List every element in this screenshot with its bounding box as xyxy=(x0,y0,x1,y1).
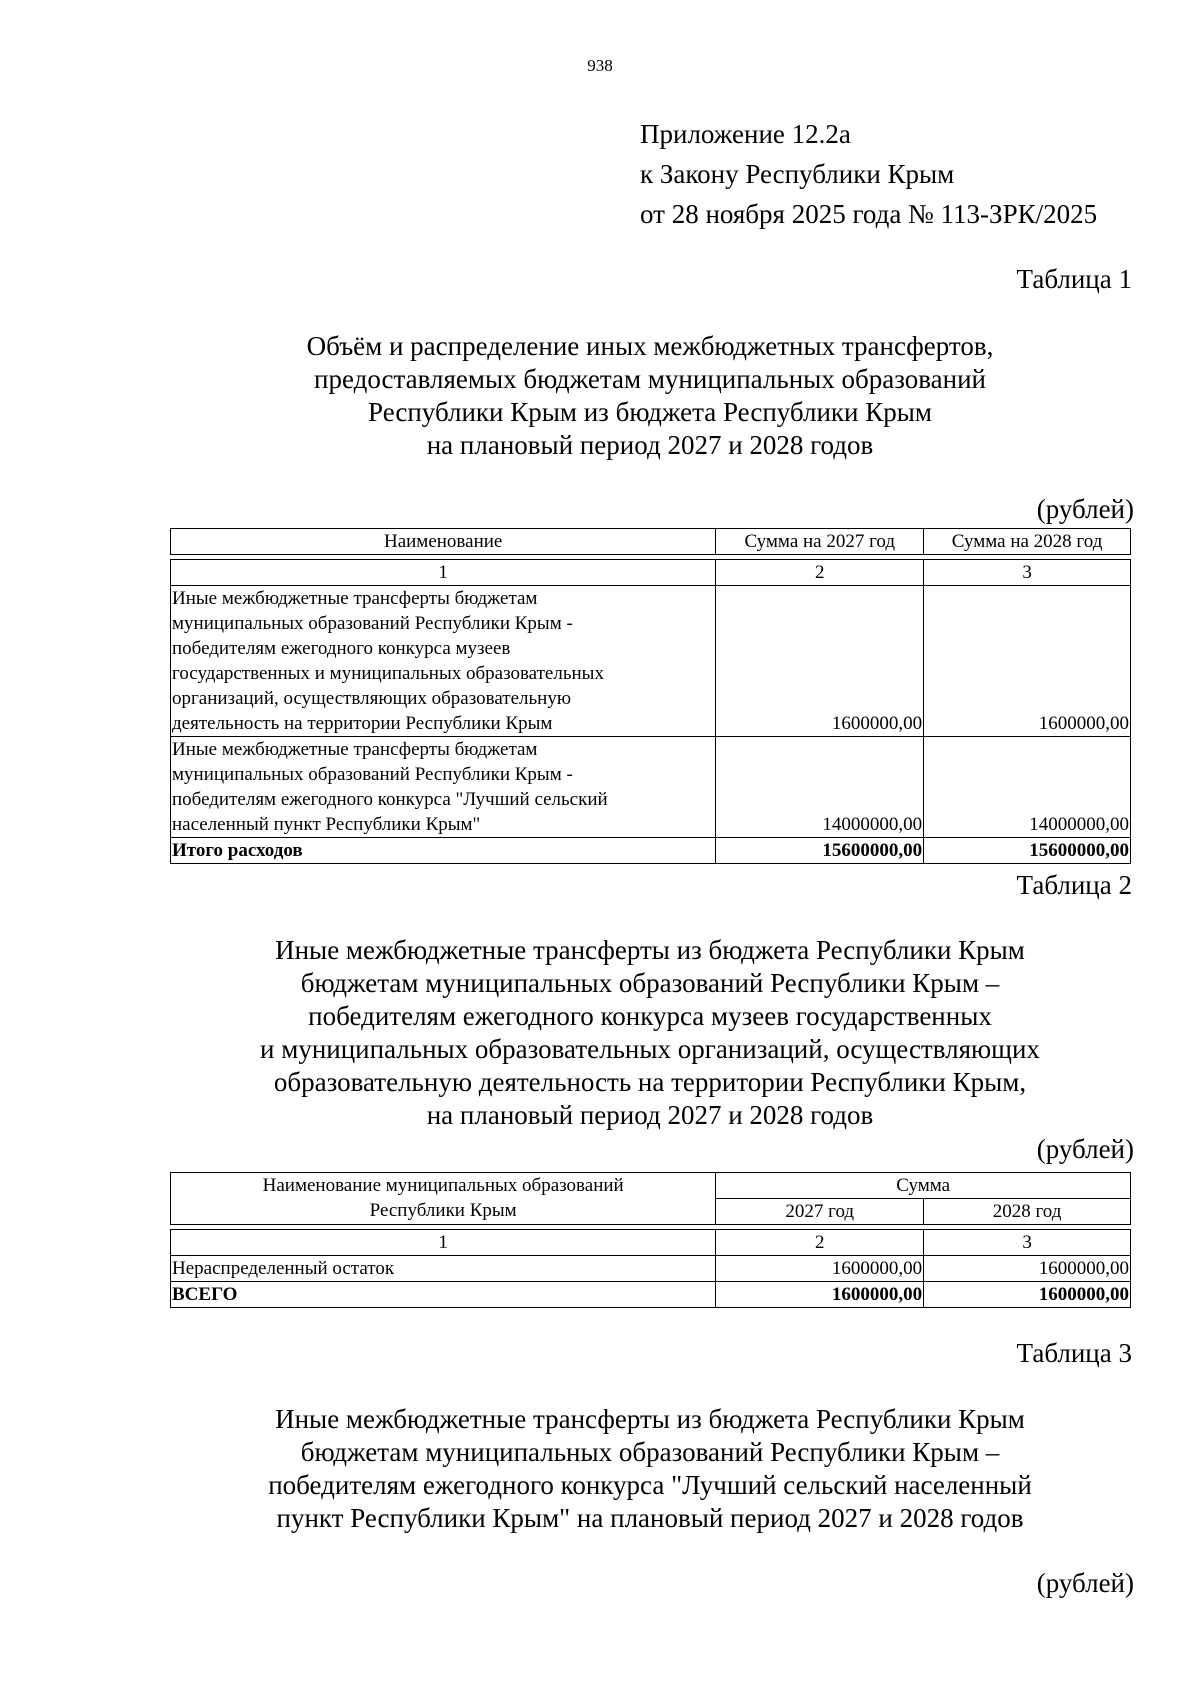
table3-title-line: пункт Республики Крым" на плановый период 2027 и 2028 годов xyxy=(276,1503,1024,1533)
row-name-line: Иные межбюджетные трансферты бюджетам xyxy=(172,739,538,760)
table1-header-name: Наименование xyxy=(171,529,716,555)
table2-title-line: и муниципальных образовательных организаций, осуществляющих xyxy=(260,1034,1040,1064)
table1-caption: Таблица 1 xyxy=(1016,264,1132,294)
table2-caption: Таблица 2 xyxy=(1016,870,1132,900)
table1-row2-2027: 14000000,00 xyxy=(716,737,924,838)
table1-col-number: 1 xyxy=(171,560,716,586)
row-name-line: Иные межбюджетные трансферты бюджетам xyxy=(172,588,538,609)
table1-title-line: Республики Крым из бюджета Республики Крым xyxy=(368,397,932,427)
table2-col-number: 3 xyxy=(924,1230,1131,1256)
table2-row1-2028: 1600000,00 xyxy=(924,1256,1131,1282)
table2-title-line: Иные межбюджетные трансферты из бюджета Республики Крым xyxy=(275,935,1025,965)
table2-row1-name: Нераспределенный остаток xyxy=(171,1256,716,1282)
table1-row1-2027: 1600000,00 xyxy=(716,586,924,737)
row-name-line: муниципальных образований Республики Крым - xyxy=(172,613,573,634)
table2-col-number: 2 xyxy=(716,1230,924,1256)
table-row xyxy=(171,737,1131,838)
table1-row2-2028: 14000000,00 xyxy=(924,737,1131,838)
row-name-line: деятельность на территории Республики Крым xyxy=(172,713,553,734)
table2-total-label: ВСЕГО xyxy=(171,1282,716,1308)
table1-header-row xyxy=(171,529,1131,555)
table-row xyxy=(171,1256,1131,1282)
row-name-line: муниципальных образований Республики Крым - xyxy=(172,764,573,785)
table1-row1-name xyxy=(171,586,716,737)
table2-title-line: на плановый период 2027 и 2028 годов xyxy=(426,1100,874,1130)
table2-title-line: бюджетам муниципальных образований Республики Крым – xyxy=(300,968,1000,998)
table2-header-row xyxy=(171,1173,1131,1199)
table1-row1-2028: 1600000,00 xyxy=(924,586,1131,737)
table2-header-name xyxy=(171,1173,716,1225)
row-name-line: победителям ежегодного конкурса музеев xyxy=(172,638,511,659)
appendix-line-3: от 28 ноября 2025 года № 113-ЗРК/2025 xyxy=(640,199,1098,229)
page-number: 938 xyxy=(587,56,613,75)
table1-title xyxy=(150,330,1150,462)
table2-units: (рублей) xyxy=(1036,1134,1134,1164)
table2-total-row xyxy=(171,1282,1131,1308)
header-name-line: Наименование муниципальных образований xyxy=(262,1175,624,1196)
table1-header-2027: Сумма на 2027 год xyxy=(716,529,924,555)
table2-header-sum: Сумма xyxy=(716,1173,1131,1199)
table2-total-2028: 1600000,00 xyxy=(924,1282,1131,1308)
table1 xyxy=(170,528,1131,864)
table1-col-number: 2 xyxy=(716,560,924,586)
table2 xyxy=(170,1172,1131,1308)
table2-col-number: 1 xyxy=(171,1230,716,1256)
table3-caption: Таблица 3 xyxy=(1016,1338,1132,1368)
table2-title-line: образовательную деятельность на территории Республики Крым, xyxy=(273,1067,1027,1097)
table1-total-2027: 15600000,00 xyxy=(716,838,924,864)
table2-title xyxy=(150,934,1150,1132)
table3-title-line: победителям ежегодного конкурса "Лучший сельский населенный xyxy=(268,1470,1032,1500)
table1-header-2028: Сумма на 2028 год xyxy=(924,529,1131,555)
table2-number-row xyxy=(171,1230,1131,1256)
appendix-header xyxy=(640,114,1097,234)
table2-title-line: победителям ежегодного конкурса музеев государственных xyxy=(308,1001,992,1031)
row-name-line: организаций, осуществляющих образовательную xyxy=(172,688,572,709)
table1-total-2028: 15600000,00 xyxy=(924,838,1131,864)
table1-total-row xyxy=(171,838,1131,864)
table1-units: (рублей) xyxy=(1036,494,1134,524)
table1-title-line: предоставляемых бюджетам муниципальных образований xyxy=(314,364,986,394)
table1-title-line: Объём и распределение иных межбюджетных трансфертов, xyxy=(306,331,994,361)
table2-total-2027: 1600000,00 xyxy=(716,1282,924,1308)
table2-header-2027: 2027 год xyxy=(716,1199,924,1225)
table-row xyxy=(171,586,1131,737)
row-name-line: победителям ежегодного конкурса "Лучший сельский xyxy=(172,789,608,810)
header-name-line: Республики Крым xyxy=(369,1200,517,1221)
table1-col-number: 3 xyxy=(924,560,1131,586)
appendix-line-2: к Закону Республики Крым xyxy=(640,159,955,189)
table1-total-label: Итого расходов xyxy=(171,838,716,864)
table3-title-line: Иные межбюджетные трансферты из бюджета Республики Крым xyxy=(275,1404,1025,1434)
table1-title-line: на плановый период 2027 и 2028 годов xyxy=(426,430,874,460)
row-name-line: населенный пункт Республики Крым" xyxy=(172,814,481,835)
row-name-line: государственных и муниципальных образовательных xyxy=(172,663,604,684)
table2-header-2028: 2028 год xyxy=(924,1199,1131,1225)
table1-number-row xyxy=(171,560,1131,586)
table3-units: (рублей) xyxy=(1036,1568,1134,1598)
table3-title-line: бюджетам муниципальных образований Республики Крым – xyxy=(300,1437,1000,1467)
table1-row2-name xyxy=(171,737,716,838)
appendix-line-1: Приложение 12.2а xyxy=(640,119,851,149)
table3-title xyxy=(150,1403,1150,1535)
table2-row1-2027: 1600000,00 xyxy=(716,1256,924,1282)
